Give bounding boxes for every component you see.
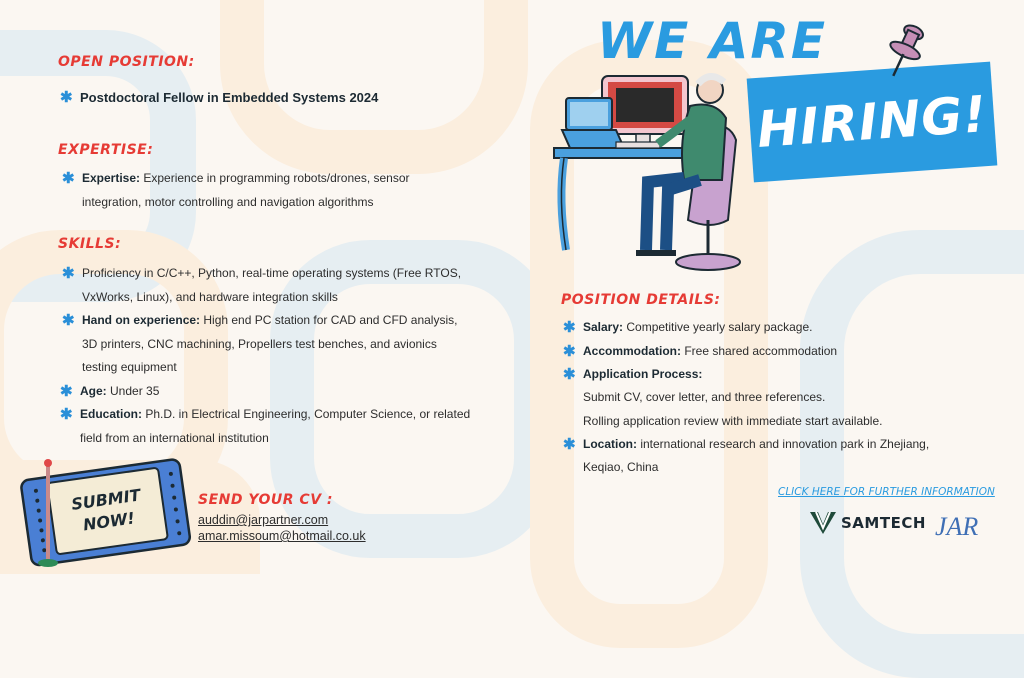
application-text-line2: Rolling application review with immediate start available. bbox=[583, 414, 883, 428]
we-are-heading: WE ARE bbox=[597, 12, 828, 70]
open-position-title: Postdoctoral Fellow in Embedded Systems 2024 bbox=[80, 90, 379, 105]
location-label: Location: bbox=[583, 437, 637, 451]
asterisk-bullet-icon: ✱ bbox=[62, 265, 75, 282]
application-text-line1: Submit CV, cover letter, and three references. bbox=[583, 390, 826, 404]
asterisk-bullet-icon: ✱ bbox=[60, 383, 73, 400]
details-item-location bbox=[563, 433, 930, 457]
hiring-banner bbox=[747, 62, 998, 183]
email-link-amar[interactable]: amar.missoum@hotmail.co.uk bbox=[198, 529, 366, 543]
asterisk-bullet-icon: ✱ bbox=[563, 436, 576, 453]
push-pin-icon bbox=[880, 22, 926, 88]
application-label: Application Process: bbox=[583, 367, 703, 381]
further-information-link[interactable]: CLICK HERE FOR FURTHER INFORMATION bbox=[778, 486, 995, 498]
hands-on-text-line3: testing equipment bbox=[82, 360, 177, 374]
expertise-text: Experience in programming robots/drones, sensor bbox=[140, 171, 410, 185]
expertise-label: Expertise: bbox=[82, 171, 141, 185]
jar-logo: JAR bbox=[935, 512, 979, 541]
accommodation-value: Free shared accommodation bbox=[681, 344, 838, 358]
education-text-line2: field from an international institution bbox=[80, 431, 269, 445]
open-position-heading: OPEN POSITION: bbox=[58, 54, 195, 70]
skills-text: Proficiency in C/C++, Python, real-time operating systems (Free RTOS, bbox=[82, 266, 462, 280]
hands-on-label: Hand on experience: bbox=[82, 313, 201, 327]
location-value: international research and innovation park in Zhejiang, bbox=[637, 437, 930, 451]
person-at-computer-illustration bbox=[550, 70, 760, 280]
asterisk-bullet-icon: ✱ bbox=[62, 170, 75, 187]
skills-text-line2: VxWorks, Linux), and hardware integration skills bbox=[82, 290, 338, 304]
skills-heading: SKILLS: bbox=[58, 236, 122, 252]
skills-item-age bbox=[60, 380, 160, 404]
education-label: Education: bbox=[80, 407, 142, 421]
asterisk-bullet-icon: ✱ bbox=[563, 319, 576, 336]
skills-item-education bbox=[60, 403, 471, 427]
position-details-heading: POSITION DETAILS: bbox=[561, 292, 721, 308]
skills-item-hands-on bbox=[62, 309, 458, 333]
salary-value: Competitive yearly salary package. bbox=[623, 320, 813, 334]
email-link-auddin[interactable]: auddin@jarpartner.com bbox=[198, 513, 329, 527]
samtech-logo bbox=[808, 510, 926, 536]
submit-line1: SUBMIT bbox=[70, 485, 142, 514]
asterisk-bullet-icon: ✱ bbox=[563, 366, 576, 383]
details-item-salary bbox=[563, 316, 813, 340]
location-text-line2: Keqiao, China bbox=[583, 460, 659, 474]
hands-on-text-line2: 3D printers, CNC machining, Propellers test benches, and avionics bbox=[82, 337, 437, 351]
clipboard-submit-illustration bbox=[18, 455, 198, 570]
open-position-item bbox=[60, 86, 379, 110]
hiring-text: HIRING! bbox=[755, 85, 989, 159]
age-value: Under 35 bbox=[106, 384, 160, 398]
hands-on-text: High end PC station for CAD and CFD analysis, bbox=[200, 313, 458, 327]
details-item-application bbox=[563, 363, 703, 387]
expertise-item bbox=[62, 167, 410, 191]
asterisk-bullet-icon: ✱ bbox=[563, 343, 576, 360]
skills-item-proficiency bbox=[62, 262, 462, 286]
asterisk-bullet-icon: ✱ bbox=[60, 89, 73, 106]
samtech-text: SAMTECH bbox=[841, 514, 926, 532]
details-item-accommodation bbox=[563, 340, 838, 364]
send-cv-heading: SEND YOUR CV : bbox=[198, 492, 334, 508]
expertise-heading: EXPERTISE: bbox=[58, 142, 154, 158]
age-label: Age: bbox=[80, 384, 107, 398]
asterisk-bullet-icon: ✱ bbox=[60, 406, 73, 423]
salary-label: Salary: bbox=[583, 320, 624, 334]
education-text: Ph.D. in Electrical Engineering, Computer Science, or related bbox=[142, 407, 471, 421]
submit-line2: NOW! bbox=[81, 508, 136, 535]
asterisk-bullet-icon: ✱ bbox=[62, 312, 75, 329]
expertise-text-line2: integration, motor controlling and navigation algorithms bbox=[82, 195, 374, 209]
accommodation-label: Accommodation: bbox=[583, 344, 682, 358]
samtech-logo-icon bbox=[808, 510, 838, 536]
